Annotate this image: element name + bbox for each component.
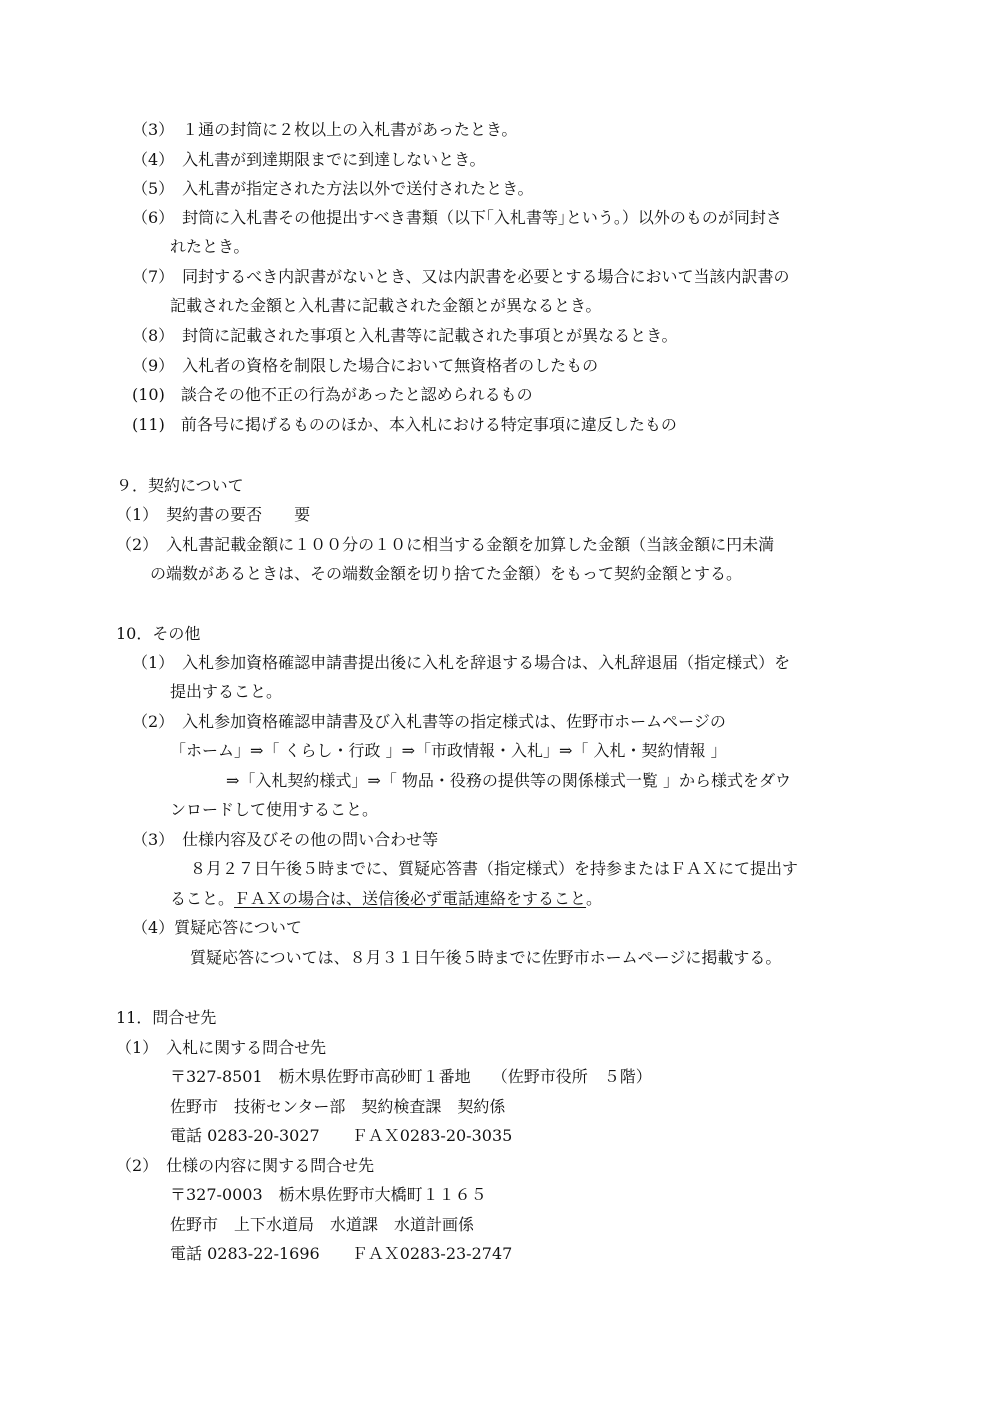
- contact-spec-department: 佐野市 上下水道局 水道課 水道計画係: [170, 1215, 475, 1234]
- contract-item-2: （2） 入札書記載金額に１００分の１０に相当する金額を加算した金額（当該金額に円未満: [116, 535, 775, 554]
- disqualification-item-4: （4） 入札書が到達期限までに到達しないとき。: [132, 150, 486, 169]
- other-item-1-cont: 提出すること。: [170, 682, 283, 701]
- other-item-2: （2） 入札参加資格確認申請書及び入札書等の指定様式は、佐野市ホームページの: [132, 712, 726, 731]
- other-item-4-body: 質疑応答については、８月３１日午後５時までに佐野市ホームページに掲載する。: [190, 948, 782, 967]
- disqualification-item-6-cont: れたとき。: [170, 237, 250, 256]
- other-item-1: （1） 入札参加資格確認申請書提出後に入札を辞退する場合は、入札辞退届（指定様式）を: [132, 653, 791, 672]
- section-9-heading: ９．契約について: [116, 476, 244, 495]
- disqualification-item-3: （3） １通の封筒に２枚以上の入札書があったとき。: [132, 120, 518, 139]
- section-11-heading: 11．問合せ先: [116, 1008, 217, 1027]
- homepage-navigation-path-cont: ⇒「入札契約様式」⇒「 物品・役務の提供等の関係様式一覧 」から様式をダウ: [226, 771, 791, 790]
- other-item-4: （4）質疑応答について: [132, 918, 302, 937]
- contact-bidding-phone: 電話 0283-20-3027 ＦＡＸ0283-20-3035: [170, 1126, 513, 1145]
- contact-spec-address: 〒327-0003 栃木県佐野市大橋町１１６５: [170, 1185, 487, 1204]
- contract-item-1: （1） 契約書の要否 要: [116, 505, 311, 524]
- fax-notice-underlined: ＦＡＸの場合は、送信後必ず電話連絡をすること: [234, 889, 587, 908]
- disqualification-item-9: （9） 入札者の資格を制限した場合において無資格者のしたもの: [132, 356, 599, 375]
- disqualification-item-8: （8） 封筒に記載された事項と入札書等に記載された事項とが異なるとき。: [132, 326, 678, 345]
- homepage-navigation-path: 「ホーム」⇒「 くらし・行政 」⇒「市政情報・入札」⇒「 入札・契約情報 」: [170, 741, 727, 760]
- fax-notice-end: 。: [586, 889, 603, 908]
- section-10-heading: 10．その他: [116, 624, 201, 643]
- disqualification-item-6: （6） 封筒に入札書その他提出すべき書類（以下｢入札書等｣という。）以外のものが同封さ: [132, 208, 782, 227]
- contact-bidding-title: （1） 入札に関する問合せ先: [116, 1038, 327, 1057]
- other-item-3-body-cont: [170, 889, 602, 909]
- contact-bidding-department: 佐野市 技術センター部 契約検査課 契約係: [170, 1097, 506, 1116]
- contract-item-2-cont: の端数があるときは、その端数金額を切り捨てた金額）をもって契約金額とする。: [150, 564, 743, 583]
- other-item-3-body: ８月２７日午後５時までに、質疑応答書（指定様式）を持参またはＦＡＸにて提出す: [190, 859, 799, 878]
- disqualification-item-5: （5） 入札書が指定された方法以外で送付されたとき。: [132, 179, 534, 198]
- disqualification-item-10: (10) 談合その他不正の行為があったと認められるもの: [132, 385, 533, 404]
- other-item-3-text: ること。: [170, 889, 235, 908]
- contact-spec-title: （2） 仕様の内容に関する問合せ先: [116, 1156, 375, 1175]
- other-item-3: （3） 仕様内容及びその他の問い合わせ等: [132, 830, 439, 849]
- contact-bidding-address: 〒327-8501 栃木県佐野市高砂町１番地 （佐野市役所 ５階）: [170, 1067, 652, 1086]
- disqualification-item-7: （7） 同封するべき内訳書がないとき、又は内訳書を必要とする場合において当該内訳書の: [132, 267, 790, 286]
- other-item-2-cont: ンロードして使用すること。: [170, 800, 379, 819]
- contact-spec-phone: 電話 0283-22-1696 ＦＡＸ0283-23-2747: [170, 1244, 513, 1263]
- disqualification-item-11: (11) 前各号に掲げるもののほか、本入札における特定事項に違反したもの: [132, 415, 677, 434]
- disqualification-item-7-cont: 記載された金額と入札書に記載された金額とが異なるとき。: [170, 296, 602, 315]
